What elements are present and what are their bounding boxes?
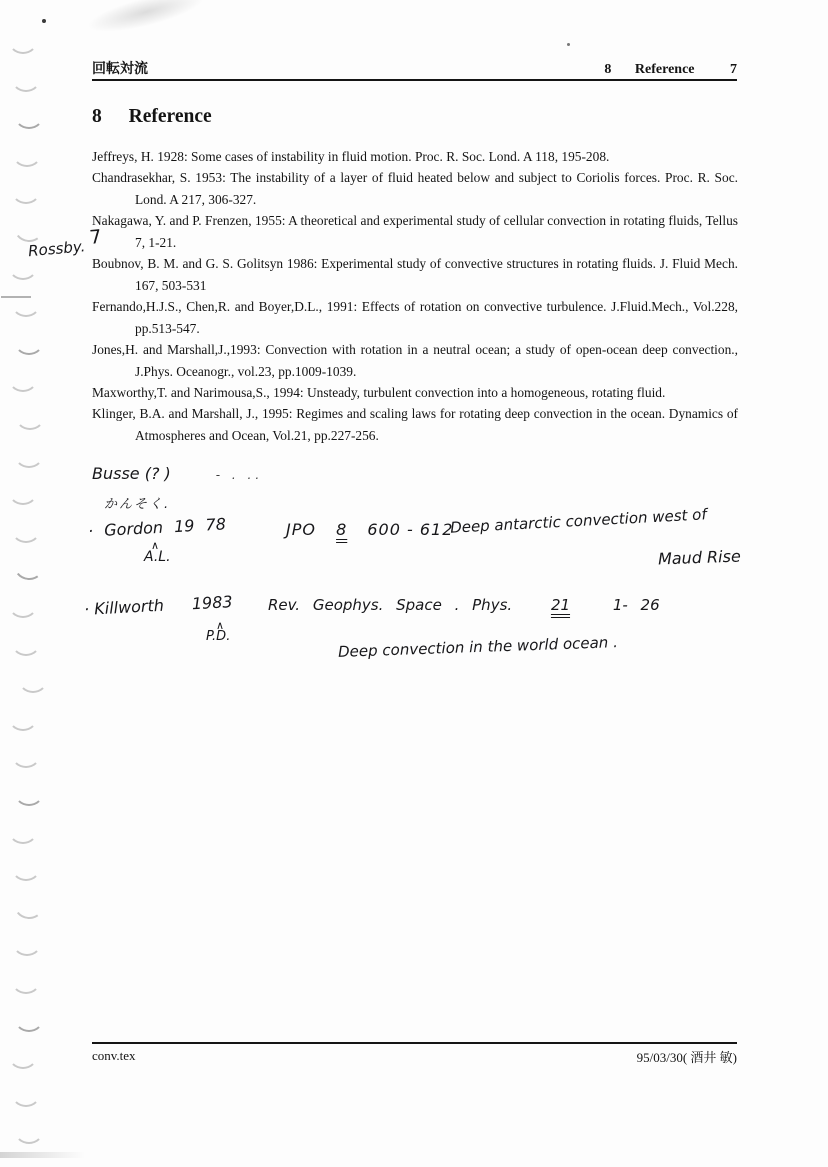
footer-date-author: 95/03/30( 酒井 敏) <box>636 1050 737 1065</box>
note-busse-dots: - . .. <box>215 468 264 482</box>
binding-hole <box>11 853 41 881</box>
header-rule <box>92 79 737 81</box>
note-killworth-insertion: P.D. <box>206 629 231 644</box>
document-title: 回転対流 <box>92 62 148 77</box>
footer-filename: conv.tex <box>92 1048 136 1063</box>
running-section-title: Reference <box>634 62 695 77</box>
binding-hole <box>11 64 41 92</box>
binding-hole <box>14 101 44 129</box>
margin-note-text: Rossby. <box>27 237 87 261</box>
reference-entry: Chandrasekhar, S. 1953: The instability of a layer of fluid heated below and subject to Coriolis forces. Proc. R. Soc. Lond. A 217, 306-327. <box>92 170 738 207</box>
note-killworth-entry <box>84 592 233 619</box>
binding-hole <box>12 139 42 167</box>
binding-hole <box>14 440 44 468</box>
running-section-number: 8 <box>604 62 612 77</box>
reference-entry: Nakagawa, Y. and P. Frenzen, 1955: A theoretical and experimental study of cellular convection in rotating fluids, Tellus 7, 1-21. <box>92 213 738 250</box>
binding-hole <box>11 966 41 994</box>
binding-hole <box>11 1079 41 1107</box>
binding-hole <box>12 928 42 956</box>
note-gordon-volume: 8 <box>336 520 348 539</box>
note-busse-text: Busse (? ) <box>92 464 171 483</box>
scan-dot <box>42 19 46 23</box>
note-gordon-title-line2: Maud Rise <box>657 546 742 569</box>
binding-hole <box>11 628 41 656</box>
binding-hole <box>8 26 38 54</box>
binding-hole <box>8 703 38 731</box>
section-number: 8 <box>92 106 102 127</box>
note-gordon-title-line1: Deep antarctic convection west of <box>449 505 708 537</box>
reference-entry: Jeffreys, H. 1928: Some cases of instability in fluid motion. Proc. R. Soc. Lond. A 118, 195-208. <box>92 149 610 164</box>
running-header-right <box>604 62 737 78</box>
note-killworth-title: Deep convection in the world ocean . <box>337 633 619 661</box>
binding-hole <box>8 1041 38 1069</box>
scan-smudge <box>84 0 207 40</box>
binding-hole <box>12 550 46 582</box>
reference-entry: Fernando,H.J.S., Chen,R. and Boyer,D.L., 1991: Effects of rotation on convective turbulence. J.Fluid.Mech., Vol.228, pp.513-547. <box>92 299 738 336</box>
note-busse <box>92 464 263 483</box>
reference-entry: Klinger, B.A. and Marshall, J., 1995: Regimes and scaling laws for rotating deep convection in the ocean. Dynamics of Atmospheres and Ocean, Vol.21, pp.227-256. <box>92 406 738 443</box>
binding-hole <box>14 778 44 806</box>
reference-list <box>92 146 738 446</box>
section-title: Reference <box>128 106 212 127</box>
note-killworth-year: 1983 <box>191 592 233 614</box>
section-heading <box>92 106 212 128</box>
reference-entry: Jones,H. and Marshall,J.,1993: Convection with rotation in a neutral ocean; a study of open-ocean deep convection., J.Phys. Oceanogr., vol.23, pp.1009-1039. <box>92 342 738 379</box>
note-killworth-volume: 21 <box>550 596 571 614</box>
binding-hole <box>8 816 38 844</box>
note-gordon-journal <box>286 520 453 539</box>
note-killworth-pages: 1- 26 <box>612 596 660 614</box>
running-header <box>92 58 737 78</box>
note-gordon-entry: · Gordon 19 78 <box>87 514 227 541</box>
margin-note-number: 7 <box>88 225 103 249</box>
binding-hole <box>11 289 41 317</box>
note-kana: かんそく. <box>104 497 171 512</box>
scan-streak <box>0 1152 85 1158</box>
note-gordon-insertion: A.L. <box>144 549 171 565</box>
binding-hole <box>18 665 48 693</box>
note-killworth-journal-name: Rev. Geophys. Space . Phys. <box>268 596 513 614</box>
caret-mark: ∧ <box>151 539 160 552</box>
page-number: 7 <box>730 62 737 77</box>
binding-hole <box>12 889 46 921</box>
binding-hole <box>14 1116 44 1144</box>
note-gordon-pages: 600 - 612 <box>367 520 454 539</box>
note-killworth-journal <box>268 596 660 614</box>
binding-hole <box>11 740 41 768</box>
scan-dash <box>1 296 31 298</box>
footer-rule <box>92 1042 737 1044</box>
binding-hole <box>11 176 41 204</box>
binding-hole <box>14 327 44 355</box>
note-gordon-journal-name: JPO <box>286 520 316 539</box>
reference-entry: Maxworthy,T. and Narimousa,S., 1994: Unsteady, turbulent convection into a homogeneous, rotating fluid. <box>92 384 666 400</box>
reference-entry: Boubnov, B. M. and G. S. Golitsyn 1986: Experimental study of convective structures in rotating fluids. J. Fluid Mech. 167, 503-531 <box>92 256 738 293</box>
binding-hole <box>11 515 41 543</box>
scan-dot <box>567 43 570 46</box>
binding-hole <box>8 477 38 505</box>
note-killworth-name: · Killworth <box>83 595 165 619</box>
binding-hole <box>15 402 45 430</box>
binding-hole <box>8 590 38 618</box>
binding-hole <box>8 364 38 392</box>
caret-mark: ∧ <box>216 619 225 632</box>
binding-hole <box>14 1004 44 1032</box>
